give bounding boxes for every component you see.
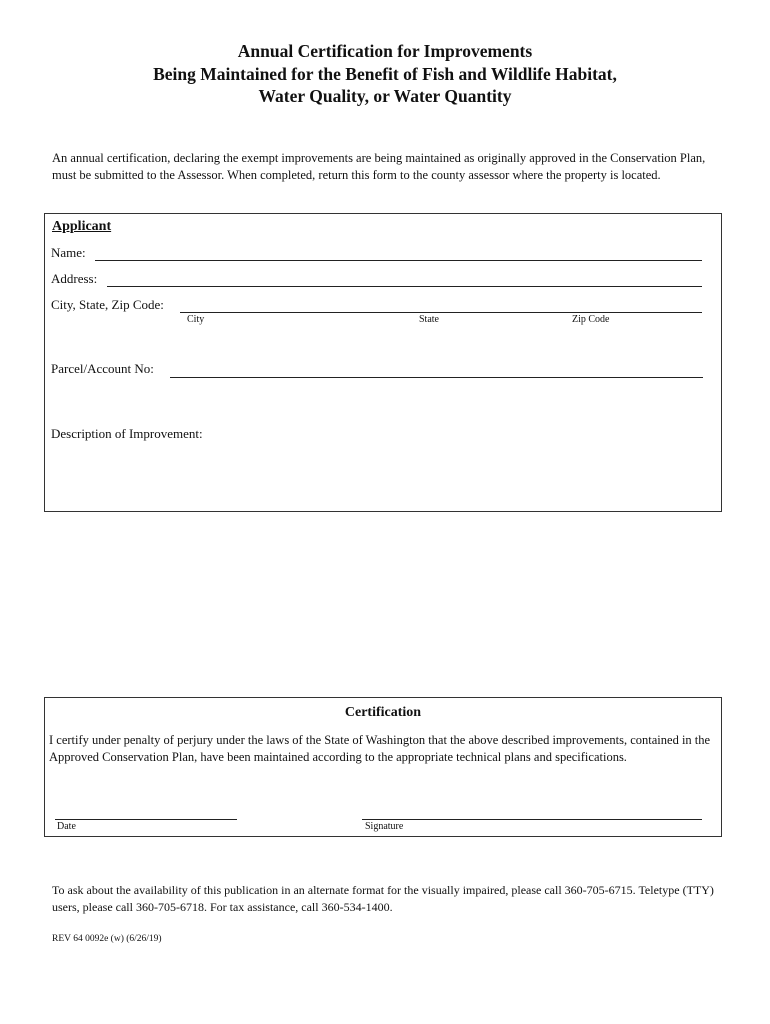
city-state-zip-field[interactable] xyxy=(180,312,702,313)
parcel-field[interactable] xyxy=(170,377,703,378)
title-line-1: Annual Certification for Improvements xyxy=(237,41,533,61)
zip-caption: Zip Code xyxy=(572,314,610,325)
intro-paragraph: An annual certification, declaring the exempt improvements are being maintained as originally approved in the Conservation Plan, must be submitted to the Assessor. When completed, return this form to the county assessor where the property is located. xyxy=(52,151,706,182)
applicant-heading: Applicant xyxy=(52,219,112,234)
date-caption: Date xyxy=(57,821,76,832)
applicant-section xyxy=(44,213,722,512)
title-line-3: Water Quality, or Water Quantity xyxy=(258,86,512,106)
city-state-zip-label: City, State, Zip Code: xyxy=(51,297,164,312)
signature-caption: Signature xyxy=(365,821,404,832)
city-caption: City xyxy=(187,314,205,325)
name-field[interactable] xyxy=(95,260,702,261)
description-label: Description of Improvement: xyxy=(51,426,203,441)
parcel-label: Parcel/Account No: xyxy=(51,361,154,376)
address-label: Address: xyxy=(51,271,98,286)
date-field[interactable] xyxy=(55,819,237,820)
accessibility-notice: To ask about the availability of this publication in an alternate format for the visually impaired, please call 360-705-6715. Teletype (TTY) users, please call 360-705-6718. For tax assistance, call 360-534-1400. xyxy=(52,883,714,914)
certification-statement: I certify under penalty of perjury under the laws of the State of Washington that the above described improvements, contained in the Approved Conservation Plan, have been maintained according to the appropriate technical plans and specifications. xyxy=(49,733,711,764)
description-field[interactable] xyxy=(51,446,711,502)
revision-code: REV 64 0092e (w) (6/26/19) xyxy=(52,934,162,944)
signature-field[interactable] xyxy=(362,819,702,820)
state-caption: State xyxy=(419,314,439,325)
certification-section xyxy=(44,697,722,837)
form-title xyxy=(0,40,770,108)
address-field[interactable] xyxy=(107,286,702,287)
certification-heading: Certification xyxy=(344,705,422,720)
name-label: Name: xyxy=(51,245,86,260)
title-line-2: Being Maintained for the Benefit of Fish and Wildlife Habitat, xyxy=(153,63,617,84)
